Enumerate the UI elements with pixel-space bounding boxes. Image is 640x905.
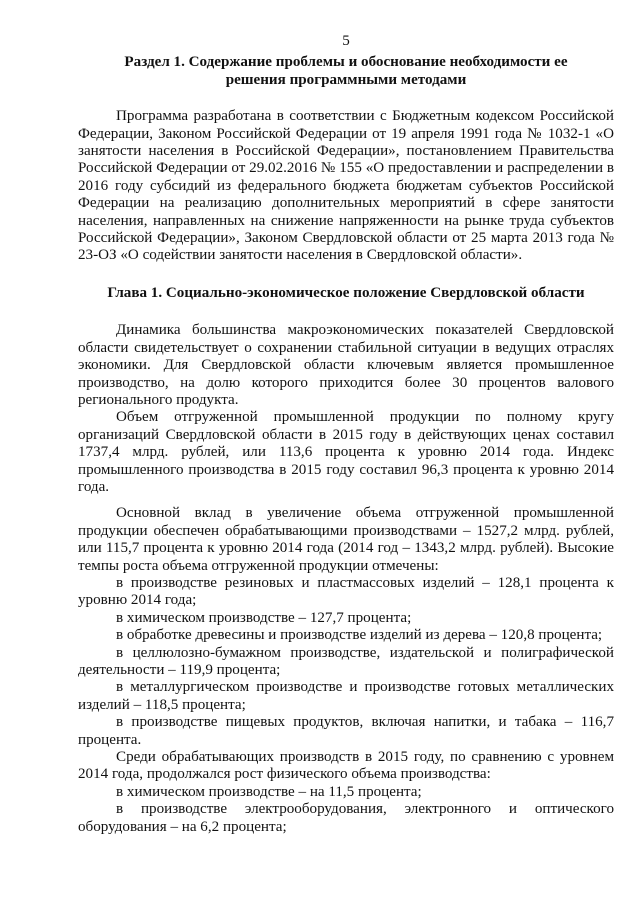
- list-item: в производстве резиновых и пластмассовых изделий – 128,1 процента к уровню 2014 года;: [78, 574, 614, 609]
- paragraph-manufacturing-contribution: Основной вклад в увеличение объема отгруженной промышленной продукции обеспечен обрабатывающими производствами – 1527,2 млрд. рублей, или 115,7 процента к уровню 2014 года (2014 год – 1343,2 млрд. рублей). Высокие темпы роста объема отгруженной продукции отмечены:: [78, 505, 614, 574]
- list-item: в металлургическом производстве и производстве готовых металлических изделий – 118,5 процента;: [78, 679, 614, 713]
- list-item: в производстве электрооборудования, электронного и оптического оборудования – на 6,2 процента;: [78, 801, 614, 835]
- list-item: в обработке древесины и производстве изделий из дерева – 120,8 процента;: [116, 627, 603, 644]
- paragraph-shipped-volume: Объем отгруженной промышленной продукции по полному кругу организаций Свердловской области в 2015 году в действующих ценах составил 1737,4 млрд. рублей, или 113,6 процента к уровню 2014 года. Индекс промышленного производства в 2015 году составил 96,3 процента к уровню 2014 года.: [78, 409, 614, 495]
- paragraph-dynamics: Динамика большинства макроэкономических показателей Свердловской области свидетельствует о сохранении стабильной ситуации в ведущих отраслях экономики. Для Свердловской области ключевым является промышленное производство, на долю которого приходится более 30 процентов валового регионального продукта.: [78, 322, 614, 408]
- list-item: в целлюлозно-бумажном производстве, издательской и полиграфической деятельности – 119,9 процента;: [78, 644, 614, 678]
- chapter-heading: Глава 1. Социально-экономическое положение Свердловской области: [107, 284, 585, 301]
- paragraph-physical-volume: Среди обрабатывающих производств в 2015 году, по сравнению с уровнем 2014 года, продолжался рост физического объема производства:: [78, 749, 614, 783]
- section-heading: Раздел 1. Содержание проблемы и обоснование необходимости ее решения программными методами: [124, 54, 568, 88]
- intro-paragraph: Программа разработана в соответствии с Бюджетным кодексом Российской Федерации, Законом Российской Федерации от 19 апреля 1991 года № 1032-1 «О занятости населения в Российской Федерации», постановлением Правительства Российской Федерации от 29.02.2016 № 155 «О предоставлении и распределении в 2016 году субсидий из федерального бюджета бюджетам субъектов Российской Федерации на реализацию дополнительных мероприятий в сфере занятости населения, направленных на снижение напряженности на рынке труда субъектов Российской Федерации», Законом Свердловской области от 25 марта 2013 года № 23-ОЗ «О содействии занятости населения в Свердловской области».: [78, 108, 614, 264]
- page-number: 5: [342, 33, 350, 49]
- list-item: в химическом производстве – на 11,5 процента;: [116, 783, 422, 800]
- list-item: в производстве пищевых продуктов, включая напитки, и табака – 116,7 процента.: [78, 714, 614, 748]
- list-item: в химическом производстве – 127,7 процента;: [116, 609, 412, 626]
